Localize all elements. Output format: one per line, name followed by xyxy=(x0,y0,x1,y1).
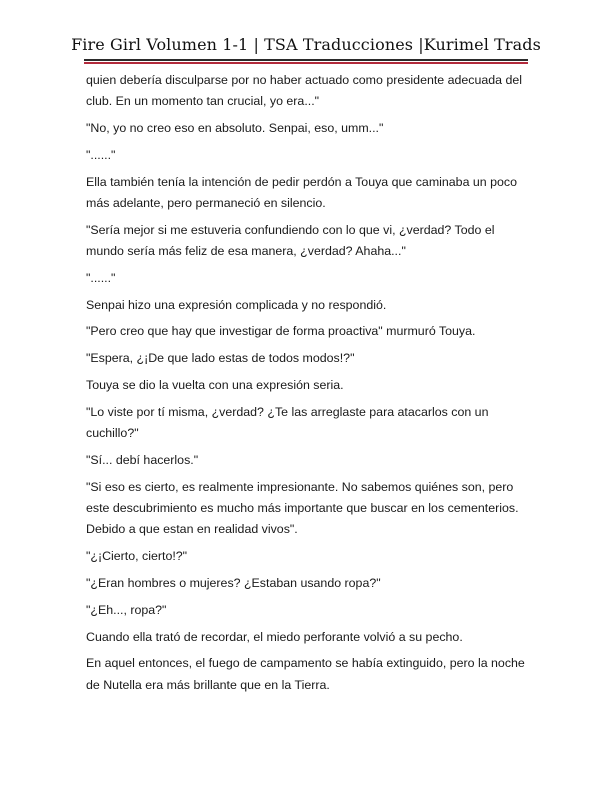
paragraph: Touya se dio la vuelta con una expresión seria. xyxy=(86,378,344,393)
header-rule-dark-line xyxy=(84,59,528,61)
body-text xyxy=(86,70,532,701)
paragraph: "Sería mejor si me estuveria confundiendo con lo que vi, ¿verdad? Todo el mundo sería más feliz de esa manera, ¿verdad? Ahaha..." xyxy=(86,222,495,259)
paragraph: "¿¡Cierto, cierto!?" xyxy=(86,549,188,564)
paragraph: quien debería disculparse por no haber actuado como presidente adecuada del club. En un momento tan crucial, yo era..." xyxy=(86,73,523,109)
paragraph: "Si eso es cierto, es realmente impresionante. No sabemos quiénes son, pero este descubrimiento es mucho más importante que buscar en los cementerios. Debido a que estan en realidad vivos". xyxy=(86,479,519,537)
paragraph: "¿Eran hombres o mujeres? ¿Estaban usando ropa?" xyxy=(86,575,381,590)
paragraph: En aquel entonces, el fuego de campamento se había extinguido, pero la noche de Nutella era más brillante que en la Tierra. xyxy=(86,656,525,692)
paragraph: "¿Eh..., ropa?" xyxy=(86,602,167,617)
paragraph: "No, yo no creo eso en absoluto. Senpai, eso, umm..." xyxy=(86,121,384,136)
paragraph: Senpai hizo una expresión complicada y no respondió. xyxy=(86,297,387,312)
paragraph: Ella también tenía la intención de pedir perdón a Touya que caminaba un poco más adelante, pero permaneció en silencio. xyxy=(86,174,517,210)
header-rule-red-line xyxy=(84,62,528,64)
paragraph: "Sí... debí hacerlos." xyxy=(86,452,199,467)
paragraph: "Espera, ¿¡De que lado estas de todos modos!?" xyxy=(86,351,355,366)
paragraph: Cuando ella trató de recordar, el miedo perforante volvió a su pecho. xyxy=(86,629,463,644)
paragraph: "Lo viste por tí misma, ¿verdad? ¿Te las arreglaste para atacarlos con un cuchillo?" xyxy=(86,404,489,441)
paragraph: "Pero creo que hay que investigar de forma proactiva" murmuró Touya. xyxy=(86,324,476,339)
page-header-title: Fire Girl Volumen 1-1 | TSA Traducciones |Kurimel Trads xyxy=(71,35,541,54)
paragraph: "......" xyxy=(86,270,116,285)
paragraph: "......" xyxy=(86,147,116,162)
